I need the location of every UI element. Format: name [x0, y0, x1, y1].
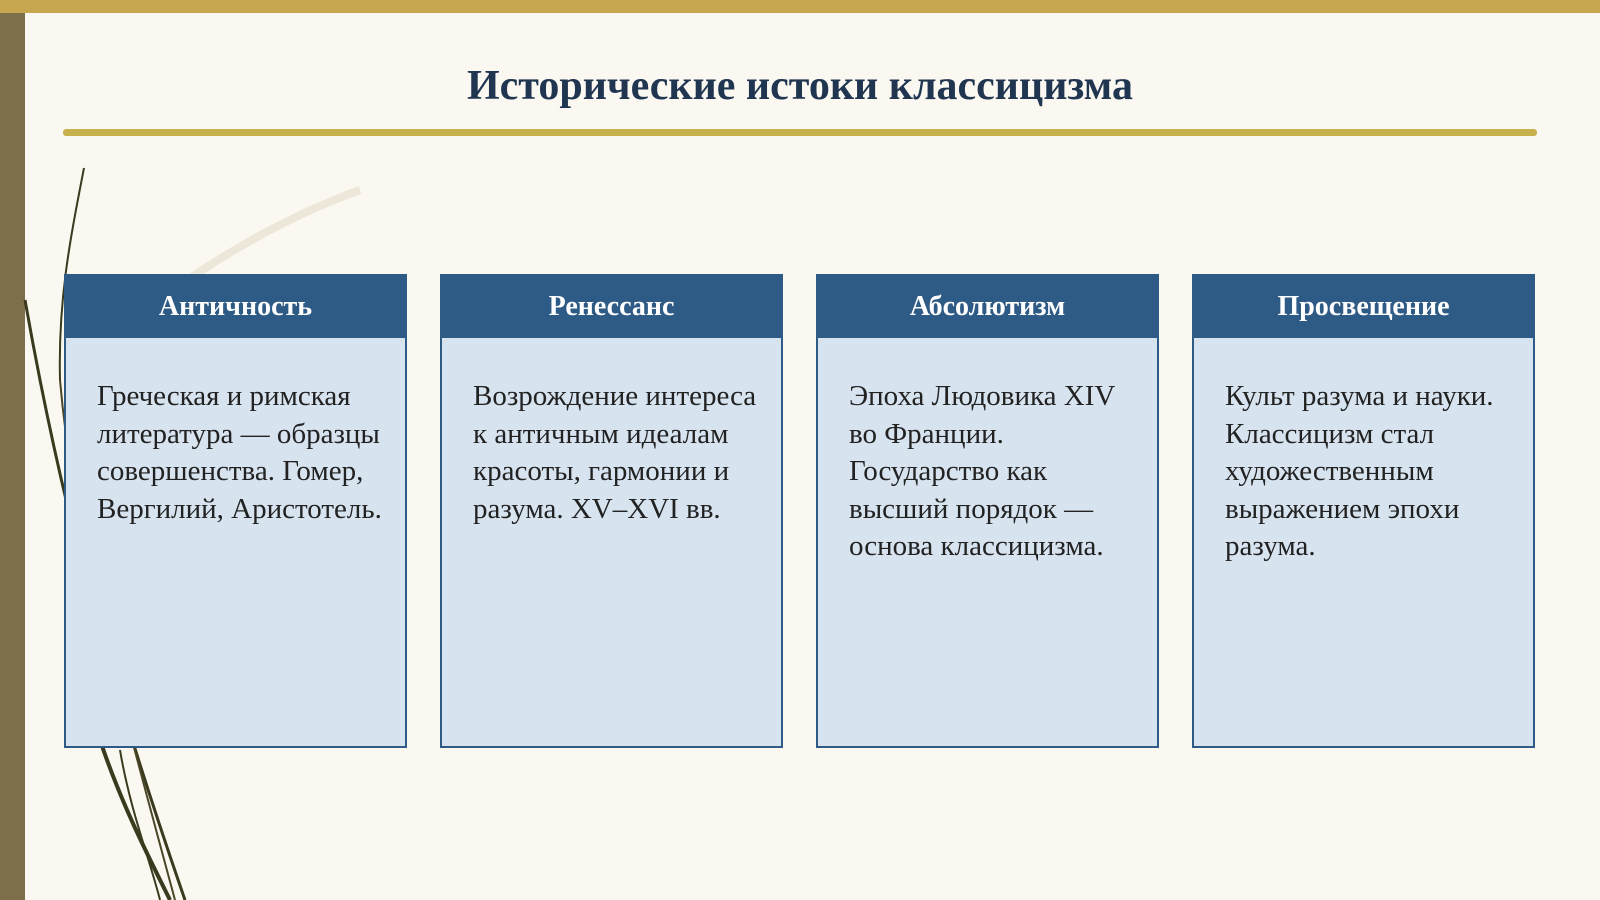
title-underline [63, 129, 1537, 136]
card-heading: Просвещение [1194, 276, 1533, 338]
card-text: Греческая и римская литература — образцы совершенства. Гомер, Вергилий, Аристотель. [97, 380, 382, 525]
card-text: Возрождение интереса к античным идеалам красоты, гармонии и разума. XV–XVI вв. [473, 380, 757, 525]
slide-title: Исторические истоки классицизма [466, 63, 1134, 109]
card-renaissance [440, 274, 783, 748]
card-heading: Абсолютизм [818, 276, 1157, 338]
card-heading: Античность [66, 276, 405, 338]
card-absolutism [816, 274, 1159, 748]
card-enlightenment [1192, 274, 1535, 748]
card-text: Эпоха Людовика XIV во Франции. Государство как высший порядок — основа классицизма. [849, 380, 1115, 562]
card-heading: Ренессанс [442, 276, 781, 338]
card-antiquity [64, 274, 407, 748]
card-text: Культ разума и науки. Классицизм стал художественным выражением эпохи разума. [1225, 380, 1494, 562]
